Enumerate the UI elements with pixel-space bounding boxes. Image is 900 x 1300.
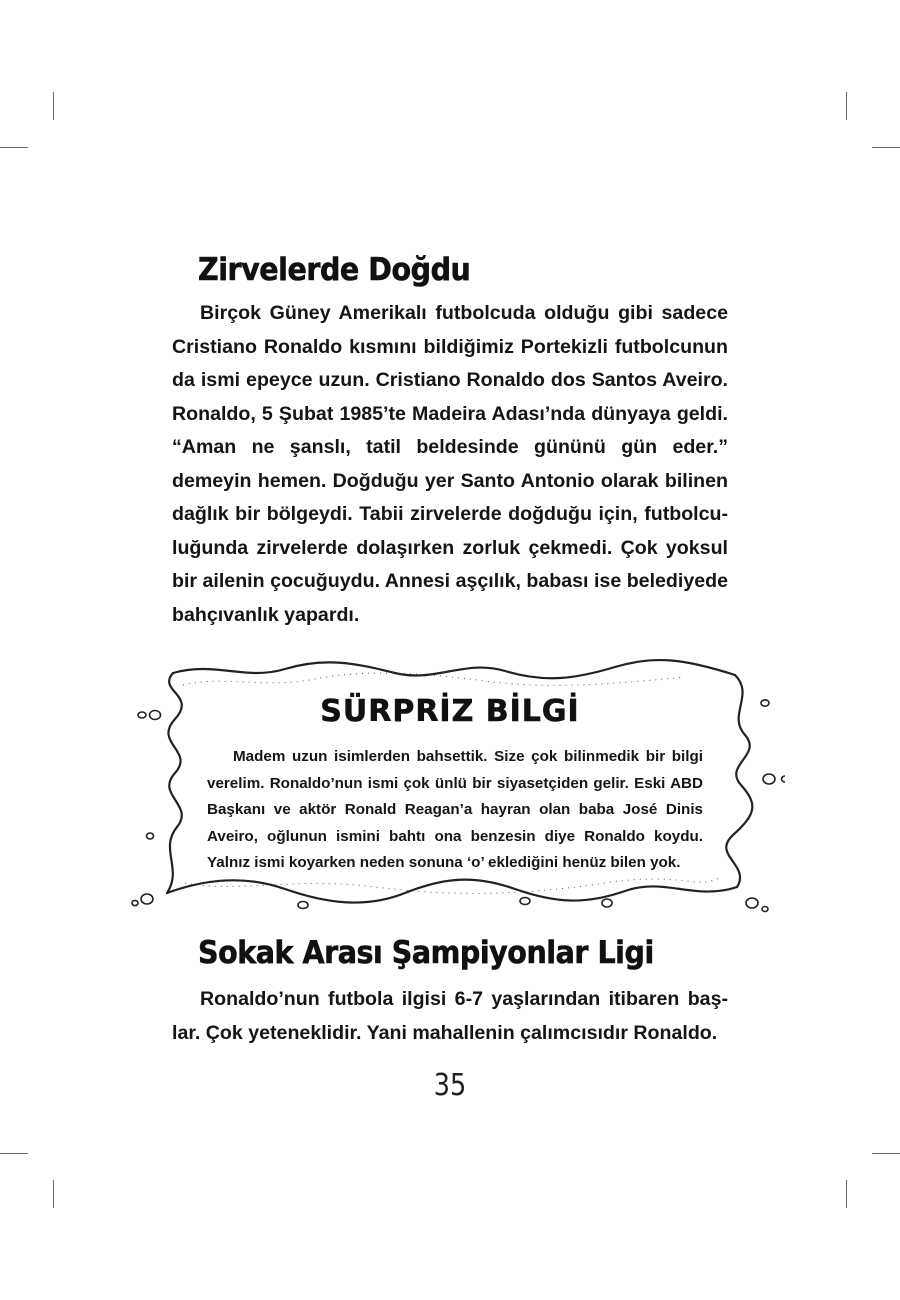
- crop-mark-top-left: [53, 92, 54, 120]
- crop-mark-bottom-left: [53, 1180, 54, 1208]
- crop-mark-top-left-h: [0, 147, 28, 148]
- page-number: 35: [433, 1068, 467, 1103]
- crop-mark-top-right-h: [872, 147, 900, 148]
- crop-mark-top-right: [846, 92, 847, 120]
- crop-mark-bottom-right: [846, 1180, 847, 1208]
- section-heading-sokak: Sokak Arası Şampiyonlar Ligi: [198, 935, 654, 971]
- section-heading-zirvelerde: Zirvelerde Doğdu: [198, 252, 471, 288]
- section-paragraph-sokak: Ronaldo’nun futbola ilgisi 6-7 yaşlarından itibaren başlar. Çok yeteneklidir. Yani mahallenin çalımcısıdır Ronaldo.: [172, 988, 728, 1044]
- crop-mark-bottom-right-h: [872, 1153, 900, 1154]
- section-paragraph-zirvelerde: Birçok Güney Amerikalı futbolcuda olduğu gibi sadece Cristiano Ronaldo kısmını bildiğimiz Portekizli futbolcunun da ismi epeyce uzun. Cristiano Ronaldo dos Santos Aveiro. Ronaldo, 5 Şubat 1985’te Madeira Adası’nda dünyaya geldi. “Aman ne şanslı, tatil beldesinde gününü gün eder.” demeyin hemen. Doğduğu yer Santo Antonio olarak bilinen dağlık bir bölgeydi. Tabii zirvelerde doğduğu için, futbolculuğunda zirvelerde dolaşırken zorluk çekmedi. Çok yoksul bir ailenin çocuğuydu. Annesi aşçılık, babası ise belediyede bahçıvanlık yapardı.: [172, 302, 728, 626]
- callout-title: SÜRPRİZ BİLGİ: [320, 694, 580, 729]
- callout-body: Madem uzun isimlerden bahsettik. Size çok bilinmedik bir bilgi verelim. Ronaldo’nun ismi çok ünlü bir siyasetçiden gelir. Eski ABD Başkanı ve aktör Ronald Reagan’a hayran olan baba José Dinis Aveiro, oğlunun ismini bahtı ona benzesin diye Ronaldo koydu. Yalnız ismi koyarken neden sonuna ‘o’ eklediğini henüz bilen yok.: [207, 748, 703, 871]
- crop-mark-bottom-left-h: [0, 1153, 28, 1154]
